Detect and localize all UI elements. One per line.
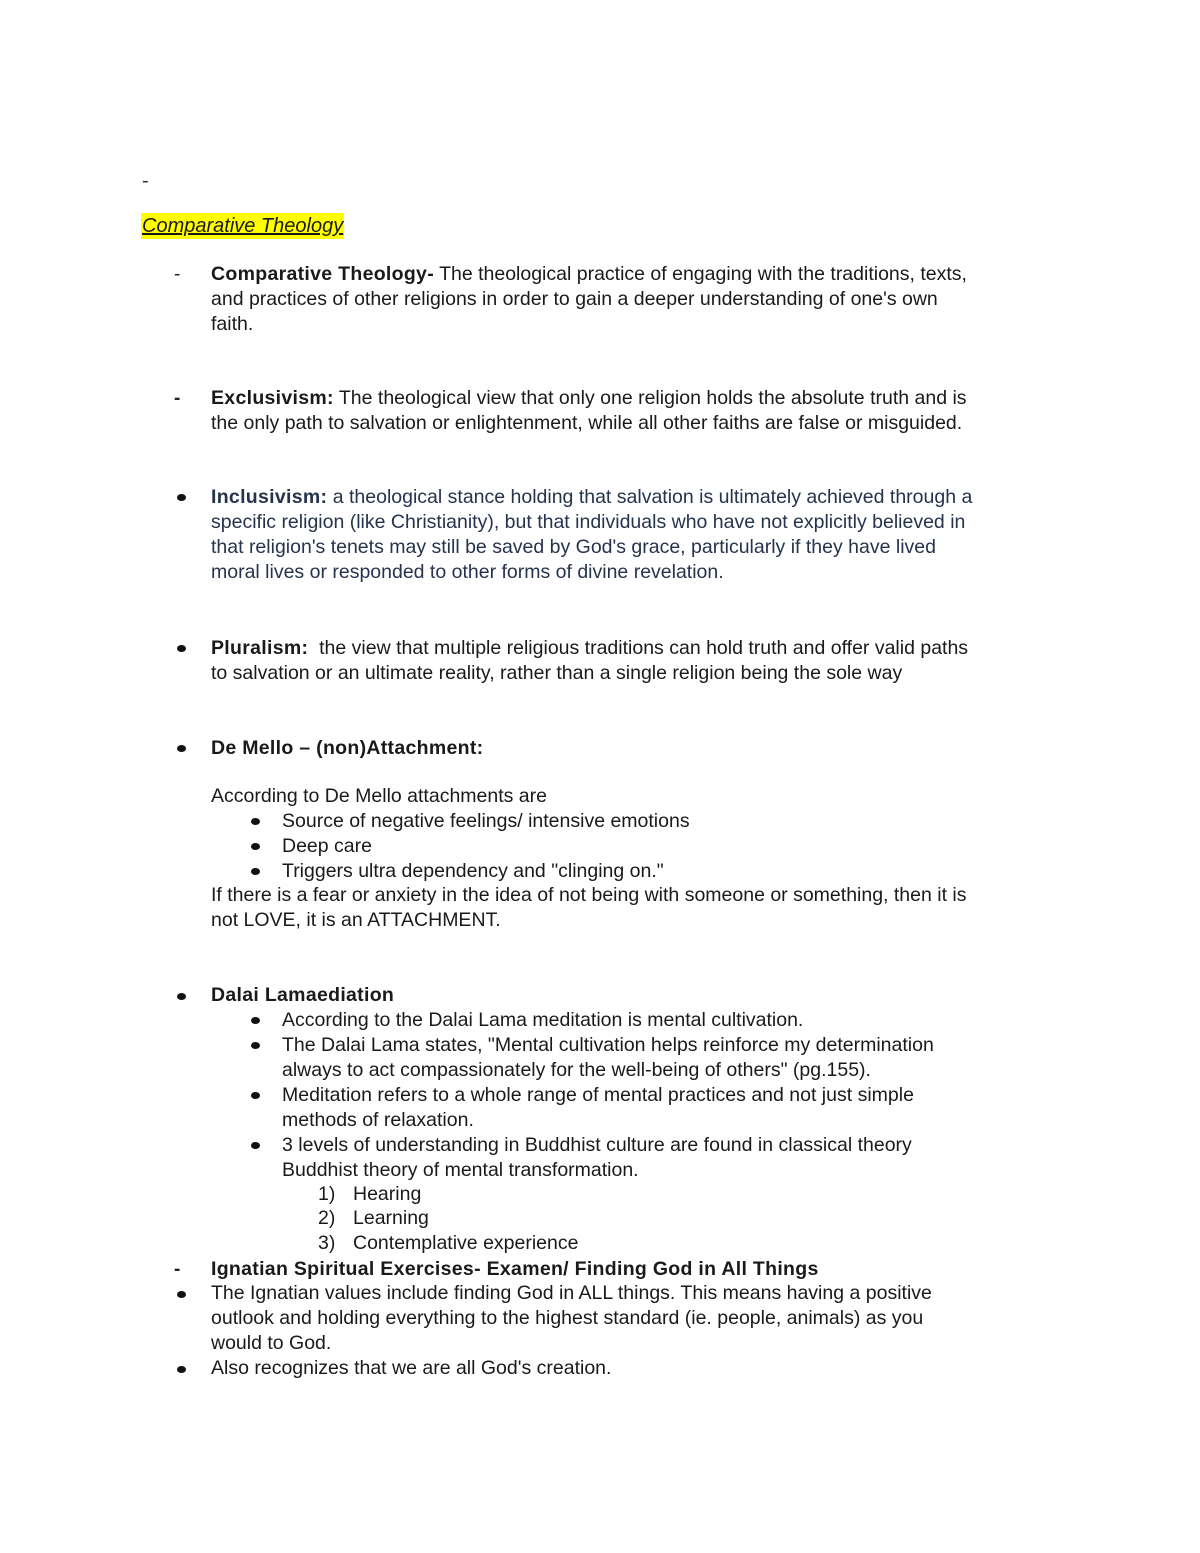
bullet-icon bbox=[251, 1042, 260, 1049]
definition-comparative-theology bbox=[211, 262, 1071, 337]
list-item: Deep care bbox=[282, 835, 372, 857]
list-item-text: The Dalai Lama states, "Mental cultivation helps reinforce my determination bbox=[282, 1034, 934, 1056]
definition-text: the only path to salvation or enlightenment, while all other faiths are false or misguided. bbox=[211, 412, 963, 434]
term-pluralism: Pluralism: bbox=[211, 637, 309, 659]
term-ignatian: Ignatian Spiritual Exercises- Examen/ Finding God in All Things bbox=[211, 1258, 819, 1280]
definition-text: and practices of other religions in order to gain a deeper understanding of one's own bbox=[211, 288, 938, 310]
term-comparative-theology: Comparative Theology- bbox=[211, 263, 434, 285]
list-item bbox=[282, 1133, 1072, 1183]
list-item-text: would to God. bbox=[211, 1332, 332, 1354]
term-de-mello: De Mello – (non)Attachment: bbox=[211, 737, 484, 759]
list-item: Source of negative feelings/ intensive emotions bbox=[282, 810, 690, 832]
level-label: Learning bbox=[353, 1207, 429, 1229]
definition-text: a theological stance holding that salvation is ultimately achieved through a bbox=[327, 486, 973, 508]
list-item-text: Buddhist theory of mental transformation. bbox=[282, 1159, 639, 1181]
list-item: Also recognizes that we are all God's creation. bbox=[211, 1357, 612, 1379]
bullet-icon bbox=[177, 645, 186, 652]
list-marker-dash: - bbox=[174, 1259, 181, 1280]
list-item: According to the Dalai Lama meditation is mental cultivation. bbox=[282, 1009, 804, 1031]
list-marker-dash: - bbox=[174, 264, 181, 285]
note-text: If there is a fear or anxiety in the idea of not being with someone or something, then it is bbox=[211, 884, 967, 906]
term-inclusivism: Inclusivism: bbox=[211, 486, 328, 508]
bullet-icon bbox=[177, 494, 186, 501]
level-label: Hearing bbox=[353, 1183, 422, 1205]
de-mello-intro: According to De Mello attachments are bbox=[211, 785, 547, 807]
bullet-icon bbox=[251, 818, 260, 825]
bullet-icon bbox=[251, 868, 260, 875]
list-item-text: outlook and holding everything to the highest standard (ie. people, animals) as you bbox=[211, 1307, 924, 1329]
definition-inclusivism bbox=[211, 485, 1071, 585]
bullet-icon bbox=[177, 745, 186, 752]
definition-text: specific religion (like Christianity), but that individuals who have not explicitly believed in bbox=[211, 511, 966, 533]
definition-text: The theological practice of engaging with the traditions, texts, bbox=[434, 263, 967, 285]
definition-text: The theological view that only one religion holds the absolute truth and is bbox=[333, 387, 967, 409]
level-number: 3) bbox=[318, 1232, 336, 1254]
page-title: Comparative Theology bbox=[142, 215, 344, 237]
bullet-icon bbox=[251, 1092, 260, 1099]
list-marker-dash: - bbox=[174, 388, 181, 409]
leading-dash: - bbox=[142, 170, 149, 192]
definition-text: the view that multiple religious traditions can hold truth and offer valid paths bbox=[308, 637, 969, 659]
list-item-text: Meditation refers to a whole range of mental practices and not just simple bbox=[282, 1084, 914, 1106]
list-item-text: 3 levels of understanding in Buddhist culture are found in classical theory bbox=[282, 1134, 912, 1156]
level-number: 2) bbox=[318, 1207, 336, 1229]
bullet-icon bbox=[251, 843, 260, 850]
list-item-text: always to act compassionately for the well-being of others" (pg.155). bbox=[282, 1059, 871, 1081]
definition-exclusivism bbox=[211, 386, 1071, 436]
definition-text: faith. bbox=[211, 313, 254, 335]
list-item-text: The Ignatian values include finding God in ALL things. This means having a positive bbox=[211, 1282, 932, 1304]
level-number: 1) bbox=[318, 1183, 336, 1205]
definition-pluralism bbox=[211, 636, 1071, 686]
bullet-icon bbox=[177, 1366, 186, 1373]
definition-text: that religion's tenets may still be saved by God's grace, particularly if they have lived bbox=[211, 536, 936, 558]
note-text: not LOVE, it is an ATTACHMENT. bbox=[211, 909, 501, 931]
de-mello-note bbox=[211, 883, 1071, 933]
list-item bbox=[282, 1083, 1072, 1133]
bullet-icon bbox=[177, 993, 186, 1000]
term-dalai-lama: Dalai Lamaediation bbox=[211, 984, 395, 1006]
level-label: Contemplative experience bbox=[353, 1232, 579, 1254]
definition-text: moral lives or responded to other forms of divine revelation. bbox=[211, 561, 724, 583]
list-item: Triggers ultra dependency and "clinging on." bbox=[282, 860, 664, 882]
list-item bbox=[282, 1033, 1072, 1083]
definition-text: to salvation or an ultimate reality, rather than a single religion being the sole way bbox=[211, 662, 903, 684]
bullet-icon bbox=[251, 1142, 260, 1149]
list-item-text: methods of relaxation. bbox=[282, 1109, 474, 1131]
bullet-icon bbox=[251, 1017, 260, 1024]
list-item bbox=[211, 1281, 1071, 1356]
bullet-icon bbox=[177, 1291, 186, 1298]
term-exclusivism: Exclusivism: bbox=[211, 387, 334, 409]
